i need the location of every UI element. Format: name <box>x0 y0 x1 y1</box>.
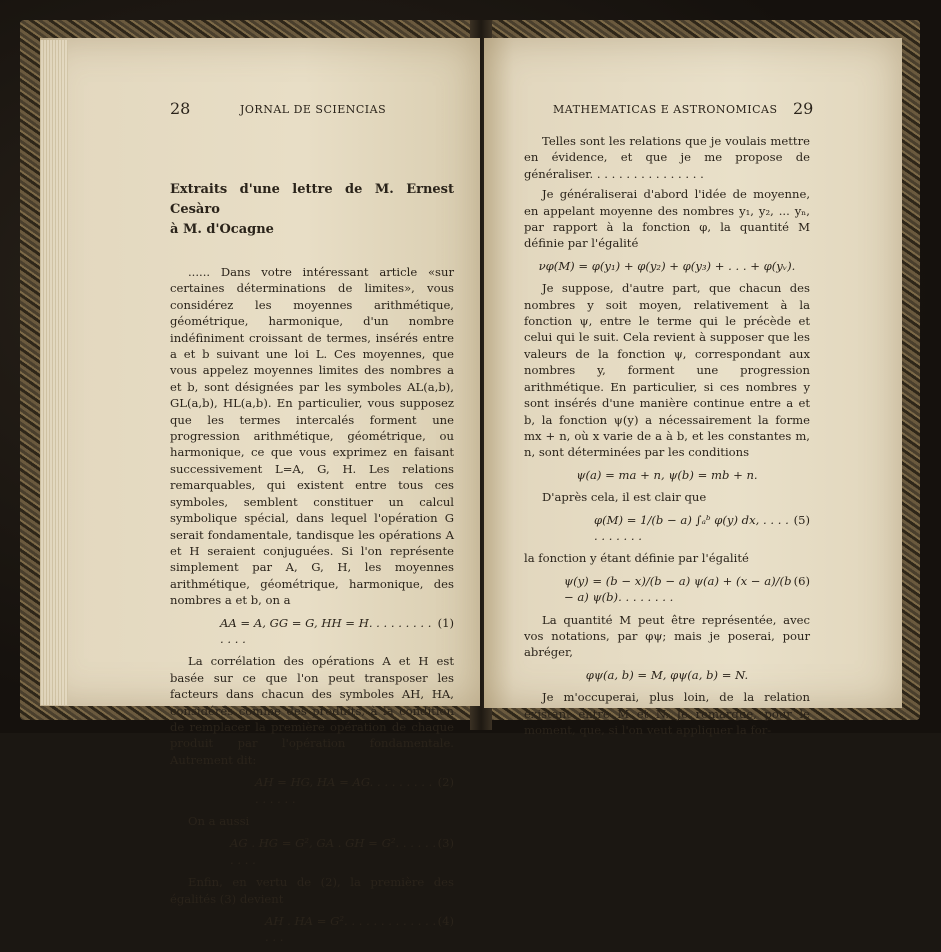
right-paragraph-2: Je généraliserai d'abord l'idée de moyenne, en appelant moyenne des nombres y₁, y₂, ... yₙ, par rapport à la fonction φ, la quantité M définie par l'égalité <box>524 187 810 251</box>
right-paragraph-5: la fonction y étant définie par l'égalité <box>524 551 749 566</box>
equation-conditions: ψ(a) = ma + n, ψ(b) = mb + n. <box>576 467 758 482</box>
left-paragraph-2: La corrélation des opérations A et H est basée sur ce que l'on peut transposer les facteurs dans chacun des symboles AH, HA, considérés comme des produits, à la condition de remplacer la première opération de chaque produit par l'opération fondamentale. Autrement dit: <box>170 654 454 767</box>
equation-5: φ(M) = 1/(b − a) ∫ₐᵇ φ(y) dx, . . . . . . . . . . . (5) <box>594 512 810 543</box>
right-page-body <box>524 133 810 738</box>
left-paragraph-3: On a aussi <box>188 814 250 828</box>
equation-2: AH = HG, HA = AG. . . . . . . . . . . . . . . (2) <box>255 775 454 806</box>
article-title: Extraits d'une lettre de M. Ernest Cesàro <box>170 182 454 217</box>
left-page-number: 28 <box>170 99 191 118</box>
right-page-number: 29 <box>793 99 814 118</box>
right-paragraph-4: D'après cela, il est clair que <box>542 490 707 505</box>
equation-6: ψ(y) = (b − x)/(b − a) ψ(a) + (x − a)/(b − a) ψ(b). . . . . . . . (6) <box>564 573 810 605</box>
left-page-body <box>170 180 454 952</box>
left-paragraph-4: Enfin, en vertu de (2), la première des égalités (3) devient <box>170 875 454 906</box>
right-paragraph-6: La quantité M peut être représentée, avec vos notations, par φψ; mais je poserai, pour abréger, <box>524 612 810 660</box>
equation-3: AG . HG = G², GA . GH = G². . . . . . . . . . (3) <box>230 836 454 867</box>
right-paragraph-7: Je m'occuperai, plus loin, de la relation existant entre M et N. Je remarque, pour le moment, que, si l'on veut appliquer la for- <box>524 690 810 737</box>
equation-notation: φψ(a, b) = M, φψ(a, b) = N. <box>585 667 749 682</box>
right-paragraph-3: Je suppose, d'autre part, que chacun des nombres y soit moyen, relativement à la fonction ψ, entre le terme qui le précède et celui qui le suit. Cela revient à supposer que les valeurs de la fonction ψ, correspondant aux nombres y, forment une progression arithmétique. En particulier, si ces nombres y sont insérés d'une manière continue entre a et b, la fonction ψ(y) a nécessairement la forme mx + n, où x varie de a à b, et les constantes m, n, sont déterminées par les conditions <box>524 281 810 460</box>
equation-1: AA = A, GG = G, HH = H. . . . . . . . . . . . . (1) <box>220 615 454 646</box>
equation-4: AH . HA = G². . . . . . . . . . . . . . . . (4) <box>265 914 454 945</box>
left-paragraph-1: ...... Dans votre intéressant article «sur certaines déterminations de limites», vous considérez les moyennes arithmétique, géométrique, harmonique, d'un nombre indéfiniment croissant de termes, insérés entre a et b suivant une loi L. Ces moyennes, que vous appelez moyennes limites des nombres a et b, sont désignées par les symboles AL(a,b), GL(a,b), HL(a,b). En particulier, vous supposez que les termes intercalés forment une progression arithmétique, géométrique, ou harmonique, ce que vous exprimez en faisant successivement L=A, G, H. Les relations remarquables, qui existent entre tous ces symboles, semblent constituer un calcul symbolique spécial, dans lequel l'opération G serait fondamentale, tandisque les opérations A et H seraient conjuguées. Si l'on représente simplement par A, G, H, les moyennes arithmétique, géométrique, harmonique, des nombres a et b, on a <box>170 265 454 608</box>
equation-mean: νφ(M) = φ(y₁) + φ(y₂) + φ(y₃) + . . . + φ(yᵥ). <box>538 258 796 273</box>
right-running-header: MATHEMATICAS E ASTRONOMICAS <box>553 103 778 116</box>
left-running-header: JORNAL DE SCIENCIAS <box>240 103 387 116</box>
right-paragraph-1: Telles sont les relations que je voulais mettre en évidence, et que je me propose de généraliser. . . . . . . . . . . . . . . . <box>524 134 810 181</box>
article-subtitle: à M. d'Ocagne <box>170 222 274 237</box>
page-edges <box>40 40 68 705</box>
